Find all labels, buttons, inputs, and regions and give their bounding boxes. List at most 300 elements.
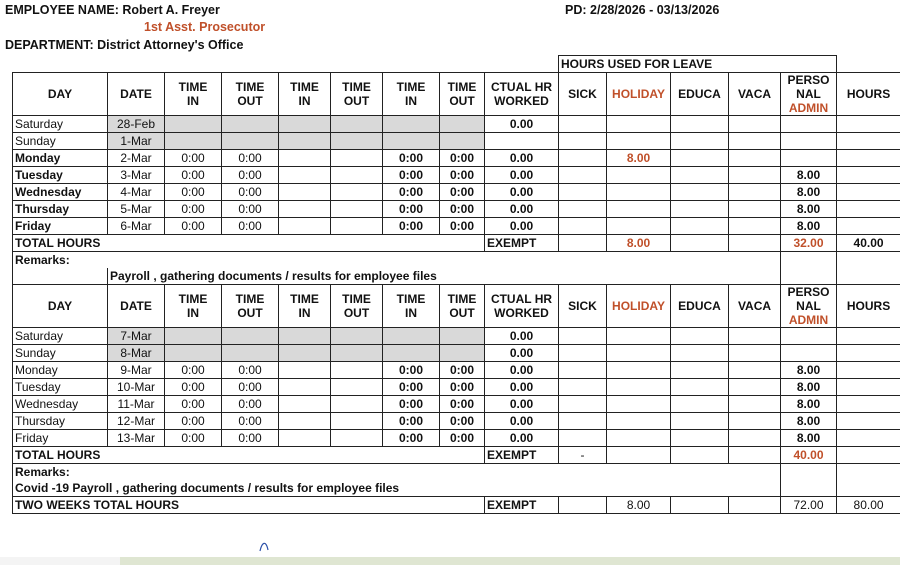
vaca-cell xyxy=(729,430,781,447)
employee-title: 1st Asst. Prosecutor xyxy=(144,20,266,34)
sick-cell xyxy=(559,218,607,235)
time-in-3-cell xyxy=(383,328,440,345)
pay-period xyxy=(565,3,719,17)
date-cell: 6-Mar xyxy=(108,218,165,235)
time-out-3-cell: 0:00 xyxy=(440,167,485,184)
col2-vaca: VACA xyxy=(729,285,781,328)
time-in-1-cell: 0:00 xyxy=(165,362,222,379)
col2-time-out-2: TIME OUT xyxy=(331,285,383,328)
hours-cell xyxy=(837,218,900,235)
holiday-cell xyxy=(607,396,671,413)
educa-cell xyxy=(671,396,729,413)
hours-cell xyxy=(837,345,900,362)
vaca-cell xyxy=(729,150,781,167)
holiday-cell xyxy=(607,413,671,430)
hours-cell xyxy=(837,362,900,379)
week1-total-holiday: 8.00 xyxy=(607,235,671,252)
day-cell: Sunday xyxy=(13,133,108,150)
time-in-1-cell xyxy=(165,328,222,345)
time-out-3-cell: 0:00 xyxy=(440,430,485,447)
time-in-3-cell: 0:00 xyxy=(383,184,440,201)
sick-cell xyxy=(559,184,607,201)
time-out-3-cell: 0:00 xyxy=(440,379,485,396)
time-in-2-cell xyxy=(279,379,331,396)
time-in-2-cell xyxy=(279,116,331,133)
week2-remarks-row xyxy=(13,480,900,497)
day-cell: Sunday xyxy=(13,345,108,362)
col2-sick: SICK xyxy=(559,285,607,328)
personal-admin-cell: 8.00 xyxy=(781,379,837,396)
time-in-1-cell: 0:00 xyxy=(165,184,222,201)
col2-day: DAY xyxy=(13,285,108,328)
col-personal-admin: PERSO NAL ADMIN xyxy=(781,73,837,116)
week2-header-row xyxy=(13,285,900,328)
col2-personal-admin: PERSO NAL ADMIN xyxy=(781,285,837,328)
holiday-cell xyxy=(607,362,671,379)
time-in-3-cell xyxy=(383,345,440,362)
personal-admin-cell xyxy=(781,150,837,167)
time-out-2-cell xyxy=(331,362,383,379)
week1-total-sick xyxy=(559,235,607,252)
time-out-2-cell xyxy=(331,379,383,396)
time-out-3-cell: 0:00 xyxy=(440,218,485,235)
hours-cell xyxy=(837,328,900,345)
time-out-1-cell: 0:00 xyxy=(222,167,279,184)
table-row xyxy=(13,430,900,447)
holiday-cell xyxy=(607,345,671,362)
vaca-cell xyxy=(729,201,781,218)
day-cell: Monday xyxy=(13,150,108,167)
sick-cell xyxy=(559,379,607,396)
week1-remarks-label: Remarks: xyxy=(13,252,781,269)
time-in-1-cell: 0:00 xyxy=(165,218,222,235)
time-in-1-cell: 0:00 xyxy=(165,413,222,430)
col2-time-out-3: TIME OUT xyxy=(440,285,485,328)
department-value: District Attorney's Office xyxy=(97,38,244,52)
date-cell: 10-Mar xyxy=(108,379,165,396)
vaca-cell xyxy=(729,184,781,201)
sick-cell xyxy=(559,167,607,184)
week1-total-personal: 32.00 xyxy=(781,235,837,252)
time-out-2-cell xyxy=(331,218,383,235)
col2-time-in-3: TIME IN xyxy=(383,285,440,328)
personal-admin-cell xyxy=(781,116,837,133)
time-in-3-cell: 0:00 xyxy=(383,201,440,218)
week1-total-educa xyxy=(671,235,729,252)
date-cell: 7-Mar xyxy=(108,328,165,345)
time-out-1-cell: 0:00 xyxy=(222,430,279,447)
day-cell: Tuesday xyxy=(13,167,108,184)
sick-cell xyxy=(559,430,607,447)
col-time-out-1: TIME OUT xyxy=(222,73,279,116)
two-weeks-hours: 80.00 xyxy=(837,497,900,514)
time-out-2-cell xyxy=(331,201,383,218)
table-row xyxy=(13,116,900,133)
time-in-2-cell xyxy=(279,133,331,150)
time-in-3-cell: 0:00 xyxy=(383,218,440,235)
personal-admin-cell: 8.00 xyxy=(781,218,837,235)
employee-name-line xyxy=(5,3,220,17)
vaca-cell xyxy=(729,116,781,133)
date-cell: 8-Mar xyxy=(108,345,165,362)
two-weeks-vaca xyxy=(729,497,781,514)
hours-cell xyxy=(837,116,900,133)
actual-hours-cell: 0.00 xyxy=(485,362,559,379)
time-in-2-cell xyxy=(279,201,331,218)
date-cell: 4-Mar xyxy=(108,184,165,201)
week1-remarks-row xyxy=(13,268,900,285)
date-cell: 13-Mar xyxy=(108,430,165,447)
time-out-3-cell xyxy=(440,116,485,133)
time-in-1-cell: 0:00 xyxy=(165,396,222,413)
date-cell: 3-Mar xyxy=(108,167,165,184)
table-row xyxy=(13,167,900,184)
time-out-1-cell xyxy=(222,116,279,133)
week2-total-row xyxy=(13,447,900,464)
personal-admin-cell xyxy=(781,345,837,362)
col2-educa: EDUCA xyxy=(671,285,729,328)
personal-admin-cell: 8.00 xyxy=(781,430,837,447)
actual-hours-cell: 0.00 xyxy=(485,345,559,362)
time-in-1-cell xyxy=(165,116,222,133)
time-in-2-cell xyxy=(279,345,331,362)
day-cell: Thursday xyxy=(13,413,108,430)
hours-cell xyxy=(837,167,900,184)
actual-hours-cell: 0.00 xyxy=(485,150,559,167)
educa-cell xyxy=(671,184,729,201)
day-cell: Friday xyxy=(13,430,108,447)
vaca-cell xyxy=(729,167,781,184)
sick-cell xyxy=(559,133,607,150)
date-cell: 28-Feb xyxy=(108,116,165,133)
holiday-cell xyxy=(607,218,671,235)
col2-time-in-2: TIME IN xyxy=(279,285,331,328)
educa-cell xyxy=(671,379,729,396)
table-row xyxy=(13,133,900,150)
day-cell: Friday xyxy=(13,218,108,235)
week1-total-vaca xyxy=(729,235,781,252)
time-out-1-cell: 0:00 xyxy=(222,184,279,201)
col2-actual-hours: CTUAL HR WORKED xyxy=(485,285,559,328)
two-weeks-sick xyxy=(559,497,607,514)
col-educa: EDUCA xyxy=(671,73,729,116)
holiday-cell xyxy=(607,184,671,201)
sick-cell xyxy=(559,413,607,430)
actual-hours-cell: 0.00 xyxy=(485,184,559,201)
vaca-cell xyxy=(729,133,781,150)
week1-total-exempt: EXEMPT xyxy=(485,235,559,252)
educa-cell xyxy=(671,218,729,235)
time-in-1-cell: 0:00 xyxy=(165,167,222,184)
time-out-1-cell: 0:00 xyxy=(222,218,279,235)
col-time-in-3: TIME IN xyxy=(383,73,440,116)
signature-mark-icon xyxy=(258,538,272,552)
holiday-cell xyxy=(607,201,671,218)
actual-hours-cell: 0.00 xyxy=(485,430,559,447)
col-day: DAY xyxy=(13,73,108,116)
personal-admin-cell xyxy=(781,328,837,345)
week1-total-hours: 40.00 xyxy=(837,235,900,252)
pd-label: PD: xyxy=(565,3,587,17)
scan-edge-left xyxy=(0,557,120,565)
time-in-2-cell xyxy=(279,430,331,447)
sick-cell xyxy=(559,116,607,133)
hours-cell xyxy=(837,379,900,396)
time-in-1-cell: 0:00 xyxy=(165,430,222,447)
holiday-cell xyxy=(607,430,671,447)
personal-admin-cell: 8.00 xyxy=(781,396,837,413)
vaca-cell xyxy=(729,345,781,362)
time-in-2-cell xyxy=(279,328,331,345)
educa-cell xyxy=(671,116,729,133)
two-weeks-label: TWO WEEKS TOTAL HOURS xyxy=(13,497,485,514)
week2-remarks-label: Remarks: xyxy=(13,464,781,481)
col-time-in-1: TIME IN xyxy=(165,73,222,116)
week1-total-row xyxy=(13,235,900,252)
holiday-cell: 8.00 xyxy=(607,150,671,167)
week1-header-row xyxy=(13,73,900,116)
hours-cell xyxy=(837,133,900,150)
week2-total-hours xyxy=(837,447,900,464)
date-cell: 9-Mar xyxy=(108,362,165,379)
col-time-out-3: TIME OUT xyxy=(440,73,485,116)
two-weeks-total-row xyxy=(13,497,900,514)
table-row xyxy=(13,413,900,430)
date-cell: 1-Mar xyxy=(108,133,165,150)
table-row xyxy=(13,379,900,396)
col2-date: DATE xyxy=(108,285,165,328)
hours-cell xyxy=(837,430,900,447)
table-row xyxy=(13,218,900,235)
educa-cell xyxy=(671,150,729,167)
table-row xyxy=(13,150,900,167)
time-in-3-cell: 0:00 xyxy=(383,167,440,184)
time-in-2-cell xyxy=(279,362,331,379)
date-cell: 11-Mar xyxy=(108,396,165,413)
col-hours: HOURS xyxy=(837,73,900,116)
hours-cell xyxy=(837,396,900,413)
col2-holiday: HOLIDAY xyxy=(607,285,671,328)
table-row xyxy=(13,362,900,379)
time-out-3-cell: 0:00 xyxy=(440,396,485,413)
day-cell: Thursday xyxy=(13,201,108,218)
vaca-cell xyxy=(729,396,781,413)
time-out-3-cell xyxy=(440,328,485,345)
time-out-1-cell: 0:00 xyxy=(222,362,279,379)
time-out-1-cell: 0:00 xyxy=(222,396,279,413)
educa-cell xyxy=(671,430,729,447)
time-out-2-cell xyxy=(331,430,383,447)
day-cell: Wednesday xyxy=(13,184,108,201)
time-in-1-cell: 0:00 xyxy=(165,379,222,396)
personal-admin-cell: 8.00 xyxy=(781,167,837,184)
time-out-2-cell xyxy=(331,345,383,362)
actual-hours-cell: 0.00 xyxy=(485,413,559,430)
vaca-cell xyxy=(729,379,781,396)
time-out-1-cell xyxy=(222,133,279,150)
time-out-2-cell xyxy=(331,396,383,413)
two-weeks-personal: 72.00 xyxy=(781,497,837,514)
educa-cell xyxy=(671,133,729,150)
col-date: DATE xyxy=(108,73,165,116)
week2-remarks-text: Covid -19 Payroll , gathering documents / results for employee files xyxy=(13,480,781,497)
table-row xyxy=(13,201,900,218)
personal-admin-cell: 8.00 xyxy=(781,184,837,201)
col-time-out-2: TIME OUT xyxy=(331,73,383,116)
time-out-2-cell xyxy=(331,328,383,345)
day-cell: Monday xyxy=(13,362,108,379)
time-out-2-cell xyxy=(331,150,383,167)
week2-total-holiday xyxy=(607,447,671,464)
time-in-3-cell: 0:00 xyxy=(383,362,440,379)
pd-range: 2/28/2026 - 03/13/2026 xyxy=(590,3,720,17)
sick-cell xyxy=(559,150,607,167)
table-row xyxy=(13,345,900,362)
scan-edge-right xyxy=(120,557,900,565)
table-row xyxy=(13,184,900,201)
actual-hours-cell xyxy=(485,133,559,150)
day-cell: Saturday xyxy=(13,328,108,345)
col-actual-hours: CTUAL HR WORKED xyxy=(485,73,559,116)
time-in-2-cell xyxy=(279,413,331,430)
hours-cell xyxy=(837,184,900,201)
time-out-1-cell: 0:00 xyxy=(222,379,279,396)
vaca-cell xyxy=(729,362,781,379)
personal-admin-cell: 8.00 xyxy=(781,362,837,379)
day-cell: Saturday xyxy=(13,116,108,133)
week2-total-vaca xyxy=(729,447,781,464)
col2-time-out-1: TIME OUT xyxy=(222,285,279,328)
time-in-1-cell: 0:00 xyxy=(165,201,222,218)
time-out-3-cell: 0:00 xyxy=(440,150,485,167)
week2-total-personal: 40.00 xyxy=(781,447,837,464)
time-in-2-cell xyxy=(279,396,331,413)
time-out-3-cell: 0:00 xyxy=(440,184,485,201)
time-out-2-cell xyxy=(331,116,383,133)
educa-cell xyxy=(671,413,729,430)
holiday-cell xyxy=(607,116,671,133)
week2-total-sick: - xyxy=(559,447,607,464)
time-out-2-cell xyxy=(331,167,383,184)
educa-cell xyxy=(671,328,729,345)
time-in-1-cell: 0:00 xyxy=(165,150,222,167)
week1-total-label: TOTAL HOURS xyxy=(13,235,485,252)
personal-admin-cell xyxy=(781,133,837,150)
actual-hours-cell: 0.00 xyxy=(485,379,559,396)
week1-table xyxy=(12,55,900,514)
employee-label: EMPLOYEE NAME: xyxy=(5,3,119,17)
time-in-3-cell xyxy=(383,133,440,150)
time-out-3-cell xyxy=(440,345,485,362)
table-row xyxy=(13,396,900,413)
time-out-2-cell xyxy=(331,413,383,430)
hours-cell xyxy=(837,150,900,167)
personal-admin-cell: 8.00 xyxy=(781,413,837,430)
educa-cell xyxy=(671,345,729,362)
time-in-3-cell: 0:00 xyxy=(383,430,440,447)
sick-cell xyxy=(559,362,607,379)
sick-cell xyxy=(559,345,607,362)
time-in-3-cell: 0:00 xyxy=(383,396,440,413)
date-cell: 2-Mar xyxy=(108,150,165,167)
sick-cell xyxy=(559,396,607,413)
actual-hours-cell: 0.00 xyxy=(485,396,559,413)
hours-cell xyxy=(837,201,900,218)
time-out-2-cell xyxy=(331,133,383,150)
time-in-2-cell xyxy=(279,167,331,184)
week2-total-exempt: EXEMPT xyxy=(485,447,559,464)
educa-cell xyxy=(671,201,729,218)
time-out-2-cell xyxy=(331,184,383,201)
col-holiday: HOLIDAY xyxy=(607,73,671,116)
time-in-1-cell xyxy=(165,345,222,362)
department-line xyxy=(5,38,243,52)
vaca-cell xyxy=(729,218,781,235)
time-in-3-cell: 0:00 xyxy=(383,150,440,167)
time-out-3-cell xyxy=(440,133,485,150)
col-time-in-2: TIME IN xyxy=(279,73,331,116)
time-in-3-cell: 0:00 xyxy=(383,379,440,396)
date-cell: 5-Mar xyxy=(108,201,165,218)
table-row xyxy=(13,328,900,345)
time-in-3-cell xyxy=(383,116,440,133)
time-out-1-cell xyxy=(222,345,279,362)
time-out-1-cell: 0:00 xyxy=(222,150,279,167)
time-out-3-cell: 0:00 xyxy=(440,362,485,379)
holiday-cell xyxy=(607,133,671,150)
week2-remarks-label-row xyxy=(13,464,900,481)
actual-hours-cell: 0.00 xyxy=(485,218,559,235)
time-in-3-cell: 0:00 xyxy=(383,413,440,430)
actual-hours-cell: 0.00 xyxy=(485,116,559,133)
actual-hours-cell: 0.00 xyxy=(485,167,559,184)
holiday-cell xyxy=(607,328,671,345)
time-in-2-cell xyxy=(279,184,331,201)
day-cell: Tuesday xyxy=(13,379,108,396)
col2-hours: HOURS xyxy=(837,285,900,328)
col2-time-in-1: TIME IN xyxy=(165,285,222,328)
holiday-cell xyxy=(607,379,671,396)
time-out-1-cell: 0:00 xyxy=(222,413,279,430)
two-weeks-holiday: 8.00 xyxy=(607,497,671,514)
col-vaca: VACA xyxy=(729,73,781,116)
holiday-cell xyxy=(607,167,671,184)
employee-name: Robert A. Freyer xyxy=(122,3,220,17)
time-in-2-cell xyxy=(279,150,331,167)
department-label: DEPARTMENT: xyxy=(5,38,94,52)
week2-total-educa xyxy=(671,447,729,464)
day-cell: Wednesday xyxy=(13,396,108,413)
week2-total-label: TOTAL HOURS xyxy=(13,447,485,464)
sick-cell xyxy=(559,328,607,345)
time-out-3-cell: 0:00 xyxy=(440,201,485,218)
actual-hours-cell: 0.00 xyxy=(485,201,559,218)
time-out-1-cell xyxy=(222,328,279,345)
time-in-2-cell xyxy=(279,218,331,235)
vaca-cell xyxy=(729,328,781,345)
week1-remarks-label-row xyxy=(13,252,900,269)
educa-cell xyxy=(671,167,729,184)
sick-cell xyxy=(559,201,607,218)
time-in-1-cell xyxy=(165,133,222,150)
vaca-cell xyxy=(729,413,781,430)
week1-remarks-text: Payroll , gathering documents / results for employee files xyxy=(108,268,781,285)
two-weeks-educa xyxy=(671,497,729,514)
hours-cell xyxy=(837,413,900,430)
two-weeks-exempt: EXEMPT xyxy=(485,497,559,514)
personal-admin-cell: 8.00 xyxy=(781,201,837,218)
leave-heading: HOURS USED FOR LEAVE xyxy=(559,56,837,73)
